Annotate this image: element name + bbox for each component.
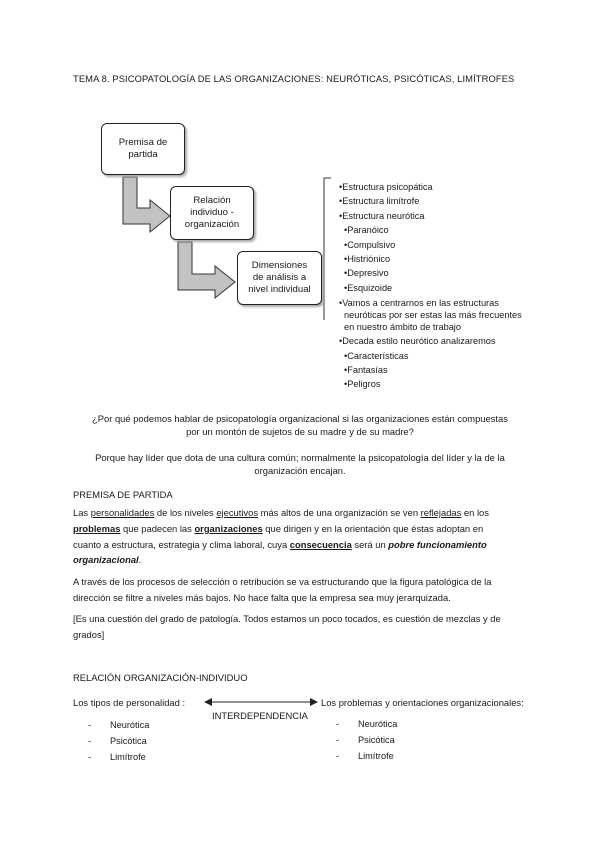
brace-item: •Vamos a centrarnos en las estructuras bbox=[339, 298, 499, 309]
dash: - bbox=[88, 736, 92, 746]
item-text: Neurótica bbox=[358, 719, 398, 729]
premisa-paragraph-2 bbox=[73, 574, 543, 606]
dash: - bbox=[336, 751, 340, 761]
text: será un bbox=[351, 538, 389, 550]
premisa-paragraph-3 bbox=[73, 611, 543, 643]
brace-list bbox=[339, 180, 522, 392]
text: que padecen las bbox=[120, 522, 195, 534]
left-label: Los tipos de personalidad : bbox=[73, 697, 186, 708]
page-title: TEMA 8. PSICOPATOLOGÍA DE LAS ORGANIZACIONES: NEURÓTICAS, PSICÓTICAS, LIMÍTROFES bbox=[73, 73, 515, 84]
interdependence-label: INTERDEPENDENCIA bbox=[212, 710, 308, 721]
text: grados] bbox=[73, 628, 105, 640]
interdependence-arrow bbox=[203, 696, 319, 708]
text: . bbox=[138, 554, 142, 566]
brace-item: neuróticas por ser estas las más frecuentes bbox=[344, 310, 522, 321]
box3-line: Dimensiones bbox=[251, 260, 308, 271]
item-text: Psicótica bbox=[110, 736, 147, 746]
brace-item: •Decada estilo neurótico analizaremos bbox=[339, 336, 496, 347]
text: en los bbox=[461, 507, 489, 518]
box-relacion-individuo-organizacion bbox=[170, 186, 254, 240]
brace-item: •Depresivo bbox=[344, 268, 389, 279]
brace-item: •Fantasías bbox=[344, 365, 388, 376]
text: dirección se filtre a niveles más bajos. No hace falta que la empresa sea muy jerarquizada. bbox=[73, 591, 451, 603]
dash: - bbox=[336, 719, 340, 729]
question-line: por un montón de sujetos de su madre y de su madre? bbox=[186, 426, 414, 437]
text: más altos de una organización se ven bbox=[258, 507, 421, 518]
brace-item: •Histriónico bbox=[344, 254, 391, 265]
keyword: organizaciones bbox=[194, 522, 263, 534]
text: de los niveles bbox=[154, 507, 217, 518]
right-label: Los problemas y orientaciones organizacionales: bbox=[321, 697, 524, 708]
keyword: personalidades bbox=[90, 507, 155, 518]
text: cuanto a estructura, estrategia y clima laboral, cuya bbox=[73, 538, 290, 550]
list-item bbox=[336, 716, 397, 732]
item-text: Neurótica bbox=[110, 720, 150, 730]
brace-item: •Estructura neurótica bbox=[339, 210, 425, 221]
keyword: organizacional bbox=[73, 554, 139, 566]
box1-line: partida bbox=[128, 149, 158, 160]
question-line: ¿Por qué podemos hablar de psicopatología organizacional si las organizaciones están compuestas bbox=[92, 413, 508, 424]
keyword: reflejadas bbox=[420, 507, 462, 518]
brace-item: •Paranóico bbox=[344, 225, 389, 236]
keyword: pobre funcionamiento bbox=[388, 538, 487, 550]
relacion-heading: RELACIÓN ORGANIZACIÓN-INDIVIDUO bbox=[73, 672, 248, 683]
list-item bbox=[336, 748, 397, 764]
list-item bbox=[88, 749, 149, 765]
left-types-list bbox=[88, 717, 149, 765]
text: [Es una cuestión del grado de patología. Todos estamos un poco tocados, es cuestión de mezclas y de bbox=[73, 613, 501, 624]
box-dimensiones-analisis bbox=[237, 251, 322, 305]
box2-line: Relación bbox=[193, 195, 231, 206]
text: que dirigen y en la orientación que éstas adoptan en bbox=[262, 522, 484, 534]
text: Las bbox=[73, 507, 91, 518]
brace-item: •Peligros bbox=[344, 379, 381, 390]
box2-line: organización bbox=[184, 219, 240, 230]
box3-line: de análisis a bbox=[252, 272, 307, 283]
item-text: Limítrofe bbox=[358, 751, 394, 761]
brace-item: •Estructura limítrofe bbox=[339, 196, 420, 207]
premisa-heading: PREMISA DE PARTIDA bbox=[73, 489, 173, 500]
dash: - bbox=[88, 752, 92, 762]
elbow-arrow-1 bbox=[123, 177, 170, 232]
list-item bbox=[336, 732, 397, 748]
box2-line: individuo - bbox=[190, 207, 234, 218]
answer bbox=[60, 451, 540, 477]
right-types-list bbox=[336, 716, 397, 764]
brace-item: •Características bbox=[344, 350, 409, 361]
text: A través de los procesos de selección o retribución se va estructurando que la figura patológica de la bbox=[73, 576, 492, 587]
dash: - bbox=[336, 735, 340, 745]
keyword: consecuencia bbox=[289, 538, 352, 550]
keyword: problemas bbox=[73, 522, 121, 534]
brace-item: •Esquizoide bbox=[344, 282, 393, 293]
box3-line: nivel individual bbox=[248, 284, 311, 295]
list-item bbox=[88, 733, 149, 749]
box1-line: Premisa de bbox=[118, 137, 168, 148]
premisa-paragraph-1 bbox=[73, 505, 533, 568]
keyword: ejecutivos bbox=[216, 507, 259, 518]
brace-item: •Compulsivo bbox=[344, 239, 396, 250]
question bbox=[60, 412, 540, 438]
brace-item: •Estructura psicopática bbox=[339, 182, 433, 192]
dash: - bbox=[88, 720, 92, 730]
answer-line: organización encajan. bbox=[254, 465, 346, 476]
brace-item: en nuestro ámbito de trabajo bbox=[344, 322, 461, 333]
answer-line: Porque hay líder que dota de una cultura común; normalmente la psicopatología del líder y la de la bbox=[95, 452, 505, 463]
item-text: Psicótica bbox=[358, 735, 395, 745]
list-item bbox=[88, 717, 149, 733]
box-premisa-partida bbox=[101, 123, 185, 175]
list-bracket bbox=[324, 178, 331, 320]
elbow-arrow-2 bbox=[178, 242, 235, 298]
item-text: Limítrofe bbox=[110, 752, 146, 762]
